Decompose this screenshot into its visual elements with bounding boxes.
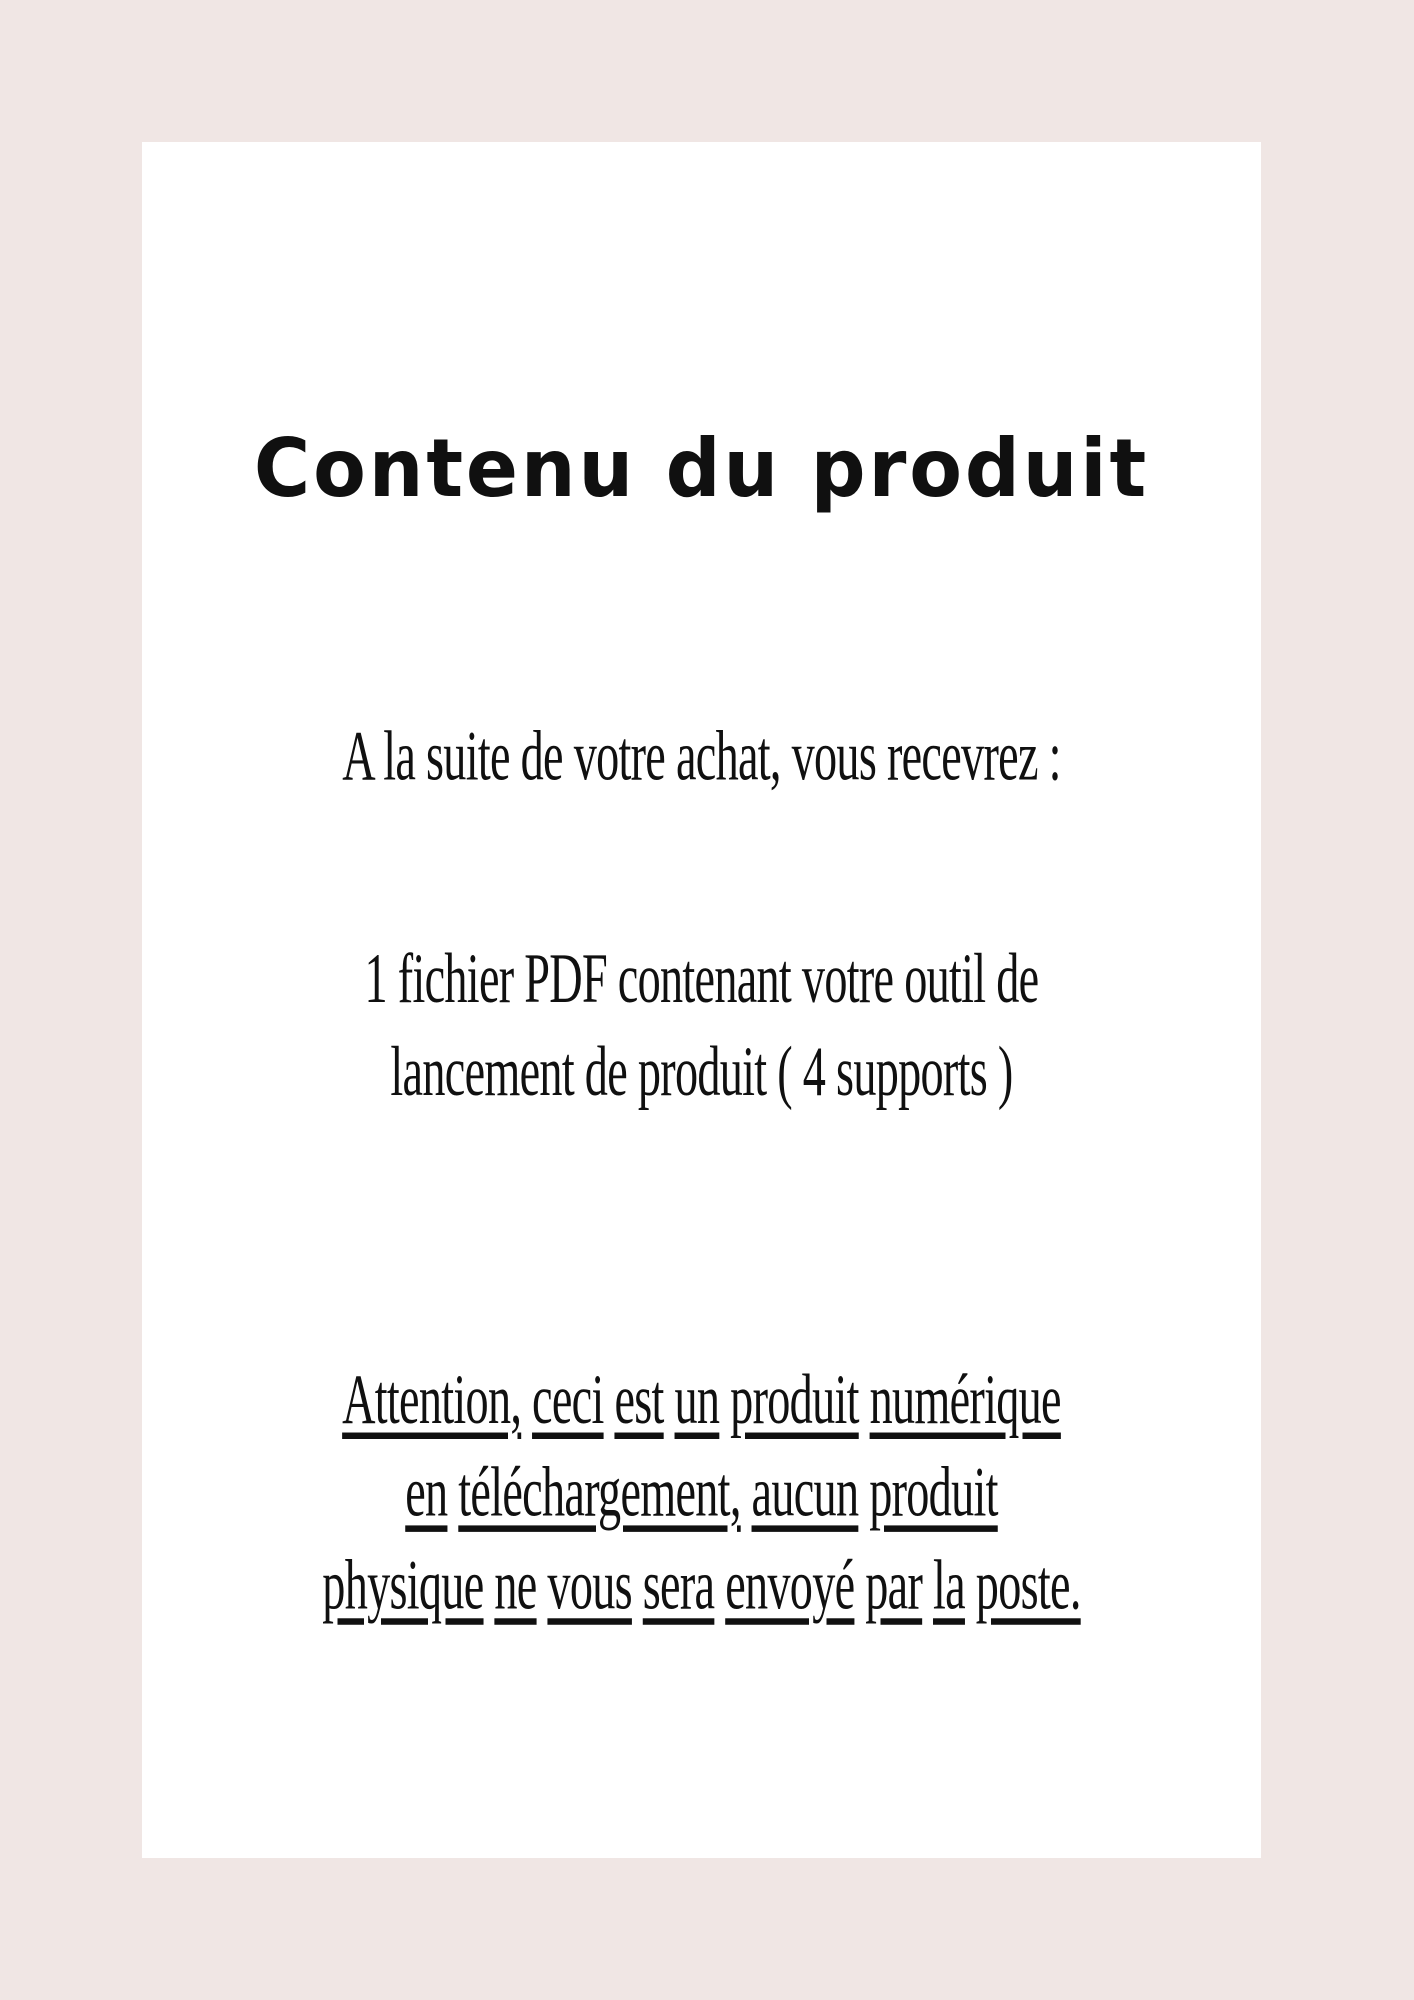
document-card: [142, 142, 1261, 1858]
item-text-line-2: lancement de produit ( 4 supports ): [390, 1032, 1013, 1112]
warning-text: [310, 1354, 1093, 1633]
warning-text-line-2: en téléchargement, aucun produit: [405, 1453, 998, 1532]
page-title: Contenu du produit: [253, 422, 1150, 515]
intro-text: A la suite de votre achat, vous recevrez :: [342, 717, 1061, 796]
warning-text-line-1: Attention, ceci est un produit numérique: [342, 1360, 1061, 1439]
warning-text-line-3: physique ne vous sera envoyé par la poste.: [322, 1545, 1081, 1625]
item-text: [310, 933, 1093, 1119]
item-text-line-1: 1 fichier PDF contenant votre outil de: [364, 939, 1039, 1019]
